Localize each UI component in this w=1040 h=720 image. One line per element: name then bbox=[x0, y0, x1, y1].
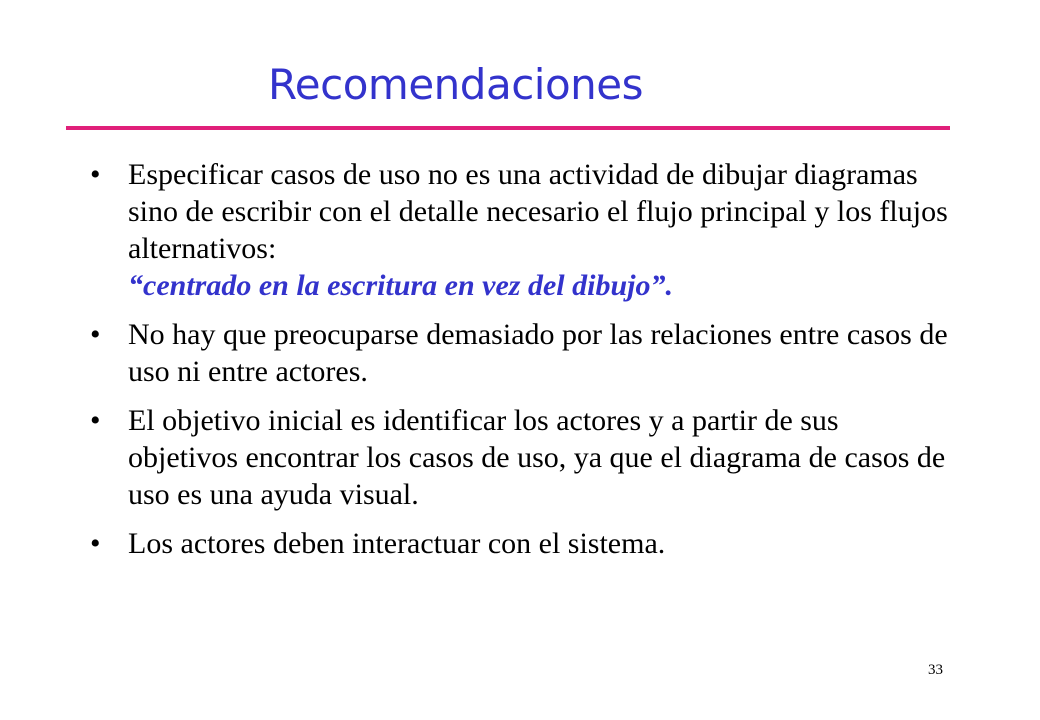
bullet-dot-icon: • bbox=[90, 318, 101, 351]
bullet-dot-icon: • bbox=[90, 158, 101, 191]
title-underline bbox=[66, 126, 950, 130]
bullet-text: No hay que preocuparse demasiado por las relaciones entre casos de uso ni entre actores. bbox=[128, 318, 948, 388]
bullet-dot-icon: • bbox=[90, 527, 101, 560]
bullet-text: Los actores deben interactuar con el sistema. bbox=[128, 527, 666, 560]
bullet-text: Especificar casos de uso no es una actividad de dibujar diagramas sino de escribir con el detalle necesario el flujo principal y los flujos alternativos: bbox=[128, 158, 948, 265]
bullet-item bbox=[90, 402, 950, 513]
bullet-item bbox=[90, 525, 950, 562]
bullet-item bbox=[90, 316, 950, 390]
bullet-item bbox=[90, 156, 950, 304]
page-number: 33 bbox=[928, 662, 943, 678]
bullet-list bbox=[90, 156, 950, 574]
bullet-text: El objetivo inicial es identificar los actores y a partir de sus objetivos encontrar los casos de uso, ya que el diagrama de casos de uso es una ayuda visual. bbox=[128, 404, 946, 511]
bullet-emphasis: “centrado en la escritura en vez del dibujo”. bbox=[128, 269, 673, 302]
slide-title: Recomendaciones bbox=[268, 60, 643, 109]
bullet-dot-icon: • bbox=[90, 404, 101, 437]
